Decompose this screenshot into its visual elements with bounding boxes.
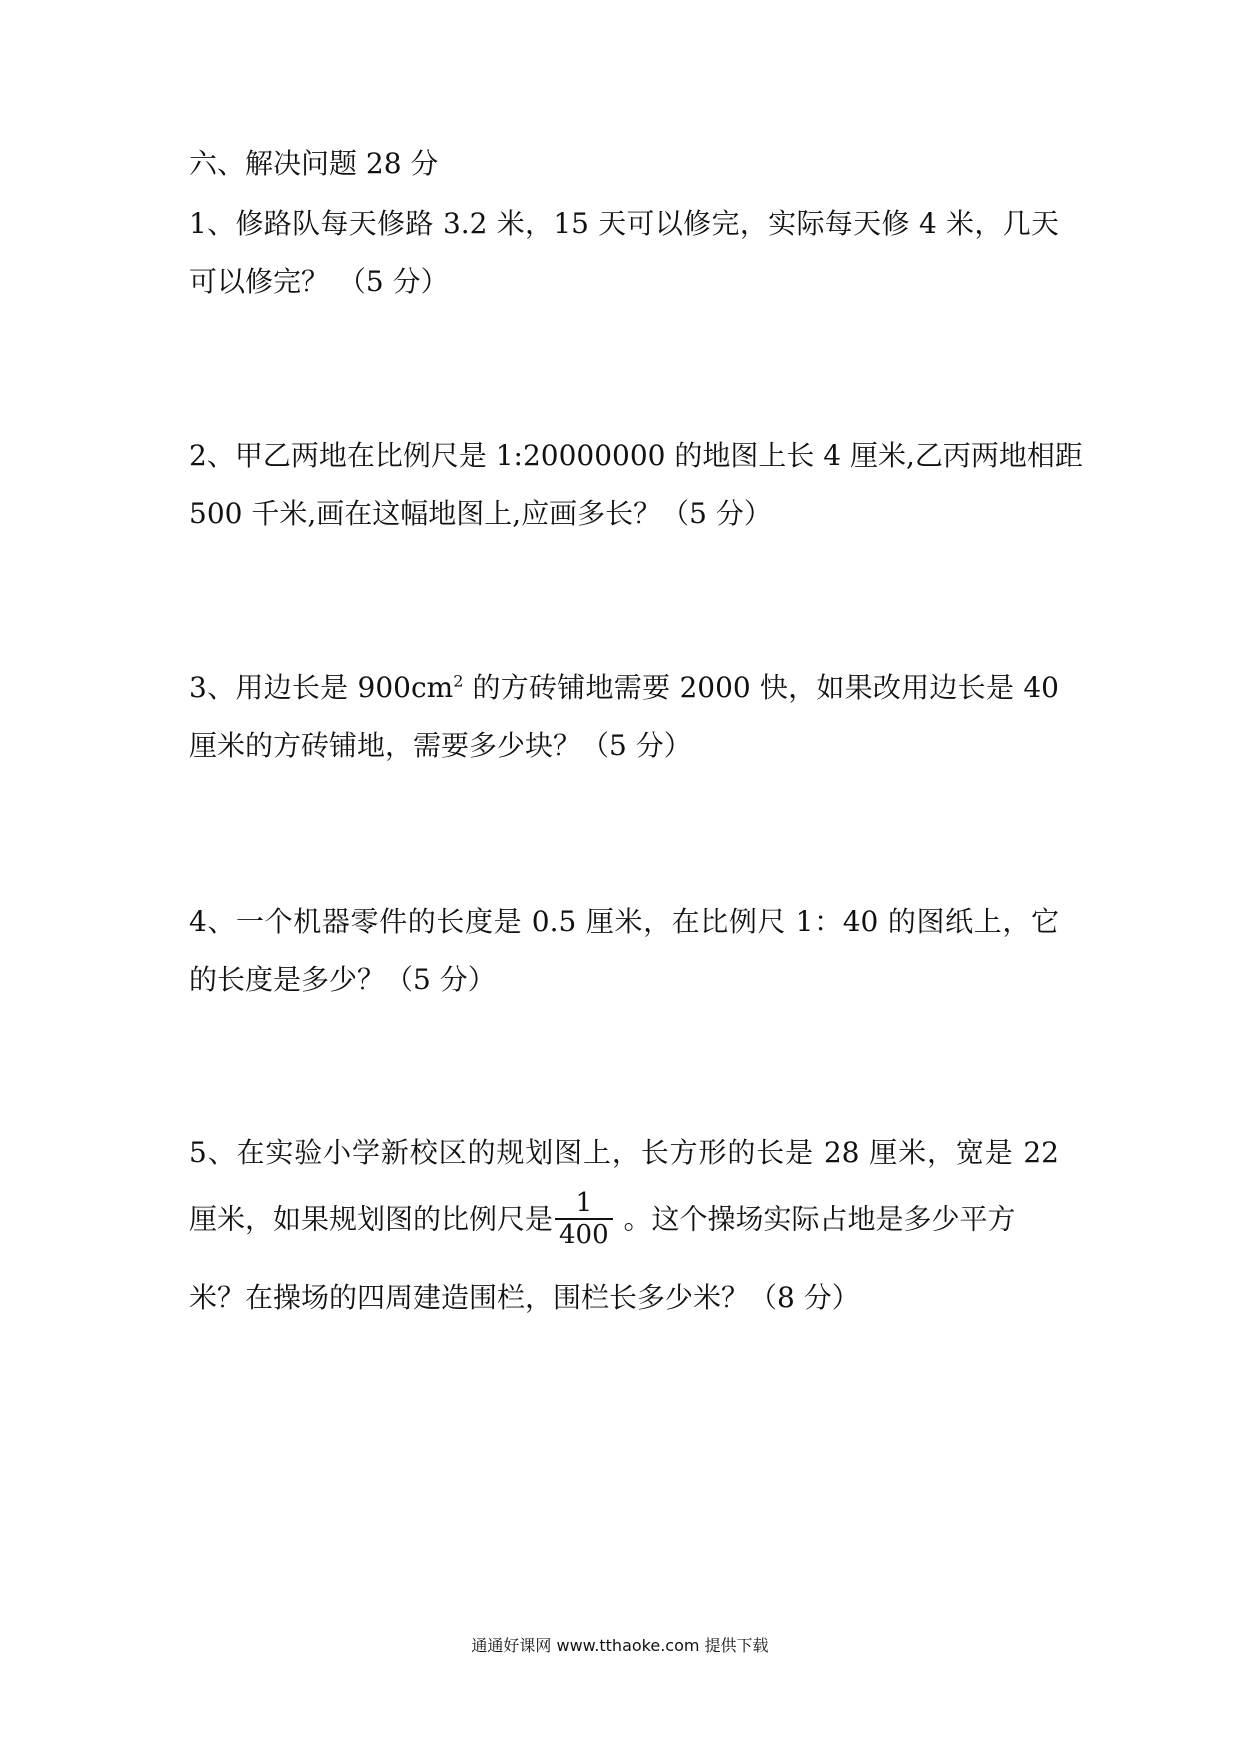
section-title: 六、解决问题 28 分 <box>189 147 439 180</box>
question-5-line-2 <box>189 1190 1016 1252</box>
question-1-line-1: 1、修路队每天修路 3.2 米，15 天可以修完，实际每天修 4 米，几天 <box>189 207 1059 240</box>
question-2-line-1: 2、甲乙两地在比例尺是 1:20000000 的地图上长 4 厘米,乙丙两地相距 <box>189 439 1083 472</box>
question-5-line-2-text-a: 厘米，如果规划图的比例尺是 <box>189 1202 554 1236</box>
question-1-line-2: 可以修完？ （5 分） <box>189 265 449 298</box>
question-3-line-1 <box>189 670 1059 706</box>
fraction-denominator: 400 <box>559 1220 609 1250</box>
question-3-line-1-text-b: 的方砖铺地需要 2000 快，如果改用边长是 40 <box>463 671 1059 704</box>
question-4-line-2: 的长度是多少？（5 分） <box>189 963 496 996</box>
question-2-line-2: 500 千米,画在这幅地图上,应画多长？（5 分） <box>189 497 772 530</box>
question-5-line-3: 米？在操场的四周建造围栏，围栏长多少米？（8 分） <box>189 1281 860 1314</box>
question-3-line-2: 厘米的方砖铺地，需要多少块？（5 分） <box>189 729 692 762</box>
footer-source: 通通好课网 www.tthaoke.com 提供下载 <box>471 1636 769 1655</box>
superscript-squared: 2 <box>453 671 464 691</box>
scale-fraction <box>555 1188 613 1250</box>
question-4-line-1: 4、一个机器零件的长度是 0.5 厘米，在比例尺 1：40 的图纸上，它 <box>189 905 1059 938</box>
question-5-line-1: 5、在实验小学新校区的规划图上，长方形的长是 28 厘米，宽是 22 <box>189 1136 1059 1169</box>
question-5-line-2-text-b: 。这个操场实际占地是多少平方 <box>614 1202 1016 1236</box>
question-3-line-1-text-a: 3、用边长是 900cm <box>189 671 454 704</box>
fraction-numerator: 1 <box>555 1188 613 1220</box>
